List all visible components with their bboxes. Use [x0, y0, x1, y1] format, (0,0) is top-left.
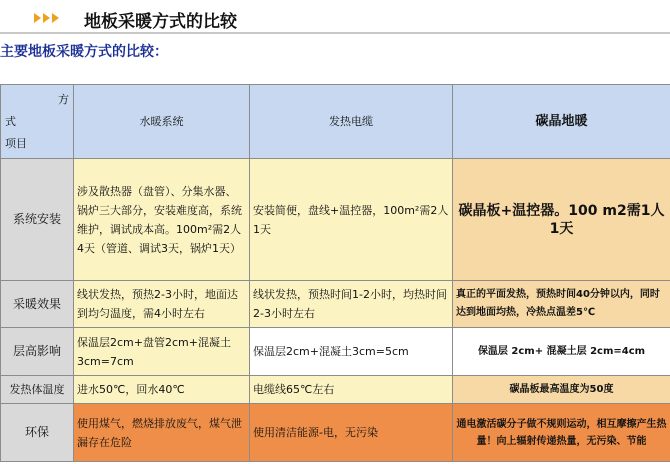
- cell-installation-cable: 安装简便，盘线+温控器，100m²需2人1天: [250, 159, 453, 281]
- corner-label-mid: 式: [5, 114, 16, 128]
- cell-env-cable: 使用清洁能源-电，无污染: [250, 404, 453, 462]
- header-heating-cable: 发热电缆: [250, 85, 453, 159]
- table-corner-cell: [1, 85, 74, 159]
- cell-temp-cable: 电缆线65℃左右: [250, 376, 453, 404]
- cell-height-carbon: 保温层 2cm+ 混凝土层 2cm=4cm: [453, 328, 670, 376]
- title-divider: [0, 32, 670, 34]
- cell-height-cable: 保温层2cm+混凝土3cm=5cm: [250, 328, 453, 376]
- header-water-heating: 水暖系统: [74, 85, 250, 159]
- cell-temp-water: 进水50℃，回水40℃: [74, 376, 250, 404]
- corner-label-bottom: 项目: [5, 136, 27, 150]
- cell-effect-cable: 线状发热，预热时间1-2小时，均热时间2-3小时左右: [250, 281, 453, 328]
- cell-env-carbon: 通电激活碳分子做不规则运动，相互摩擦产生热量！向上辐射传递热量，无污染、节能: [453, 404, 670, 462]
- row-label-element-temp: 发热体温度: [1, 376, 74, 404]
- comparison-table: [0, 84, 670, 462]
- cell-effect-carbon: 真正的平面发热，预热时间40分钟以内，同时达到地面均热，冷热点温差5℃: [453, 281, 670, 328]
- corner-label-top: 方: [58, 92, 69, 106]
- cell-installation-carbon: 碳晶板+温控器。100 m2需1人1天: [453, 159, 670, 281]
- cell-env-water: 使用煤气，燃烧排放废气，煤气泄漏存在危险: [74, 404, 250, 462]
- cell-installation-water: 涉及散热器（盘管）、分集水器、锅炉三大部分，安装难度高，系统维护，调试成本高。100m²需2人4天（管道、调试3天，锅炉1天）: [74, 159, 250, 281]
- slide-title: 地板采暖方式的比较: [84, 12, 237, 32]
- cell-effect-water: 线状发热，预热2-3小时，地面达到均匀温度，需4小时左右: [74, 281, 250, 328]
- row-label-heating-effect: 采暖效果: [1, 281, 74, 328]
- arrow-logo-icon: [34, 8, 74, 22]
- cell-temp-carbon: 碳晶板最高温度为50度: [453, 376, 670, 404]
- cell-height-water: 保温层2cm+盘管2cm+混凝土3cm=7cm: [74, 328, 250, 376]
- row-label-installation: 系统安装: [1, 159, 74, 281]
- slide-subtitle: 主要地板采暖方式的比较：: [0, 44, 168, 60]
- row-label-floor-height: 层高影响: [1, 328, 74, 376]
- row-label-environment: 环保: [1, 404, 74, 462]
- header-carbon-crystal: 碳晶地暖: [453, 85, 670, 159]
